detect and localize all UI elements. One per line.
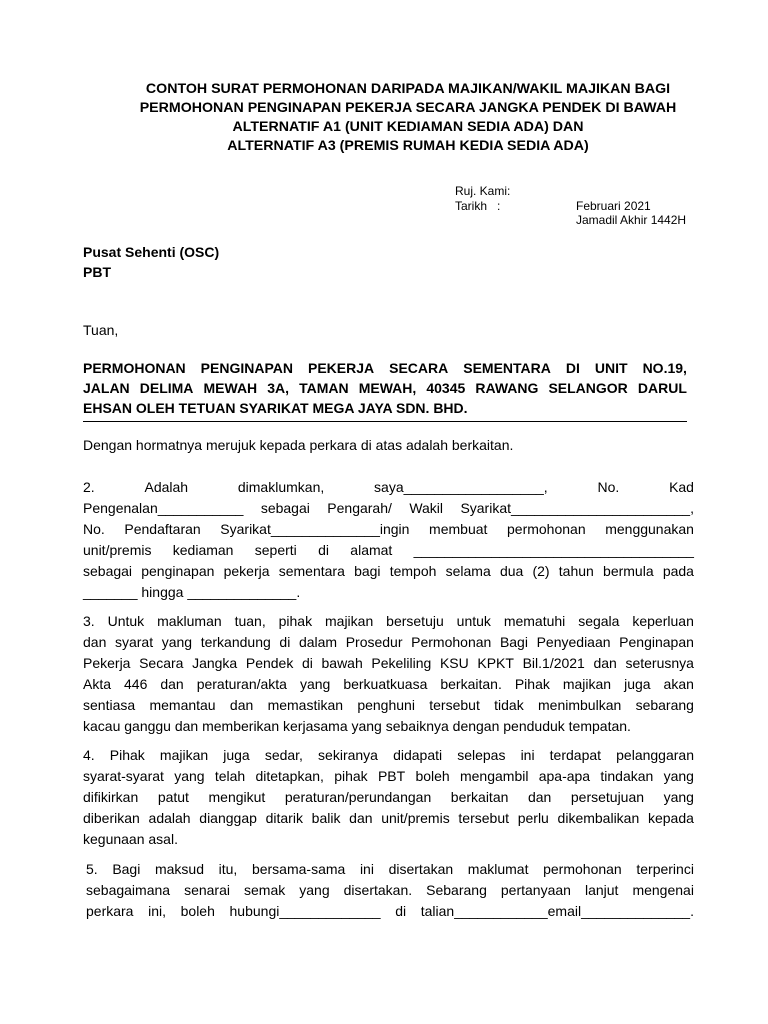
word: Sebarang xyxy=(426,882,487,898)
recipient-line-2: PBT xyxy=(83,264,111,280)
p2-line-6: _______ hingga ______________. xyxy=(83,584,301,600)
word: 446 xyxy=(124,676,148,692)
paragraph-4 xyxy=(83,746,694,849)
word: yang xyxy=(174,768,205,784)
word: terdapat xyxy=(549,747,602,763)
word: penginapan xyxy=(141,563,215,579)
word: permohonan xyxy=(543,861,622,877)
word: menimbulkan xyxy=(538,697,622,713)
word: pihak xyxy=(278,613,313,629)
word: akan xyxy=(663,676,694,692)
word: UNIT xyxy=(594,360,628,376)
word: Wakil xyxy=(409,500,444,516)
word: ini, xyxy=(148,903,166,919)
date-label: Tarikh : xyxy=(455,199,501,213)
word: tempoh xyxy=(389,563,437,579)
word: No. xyxy=(83,521,105,537)
word: dikembalikan xyxy=(557,810,640,826)
word: bersama-sama xyxy=(251,861,346,877)
word: Pihak xyxy=(109,747,145,763)
word: perlu xyxy=(517,810,549,826)
reference-label: Ruj. Kami: xyxy=(455,184,511,198)
word: sekiranya xyxy=(318,747,378,763)
title-line-2: PERMOHONAN PENGINAPAN PEKERJA SECARA JANGKA PENDEK DI BAWAH xyxy=(139,100,677,116)
word: dua xyxy=(499,563,524,579)
word: makluman xyxy=(157,613,222,629)
word: tuan, xyxy=(234,613,266,629)
date-gregorian: Februari 2021 xyxy=(576,199,651,213)
subject-line-2 xyxy=(83,378,687,398)
word: mematuhi xyxy=(503,613,566,629)
word: kepada xyxy=(647,810,694,826)
word: Bagi xyxy=(499,634,528,650)
word: Syarikat_______________________, xyxy=(460,500,694,516)
word: dianggap xyxy=(199,810,257,826)
word: unit/premis xyxy=(381,810,450,826)
word: itu, xyxy=(218,861,238,877)
word: Pengarah/ xyxy=(327,500,392,516)
word: disertakan. xyxy=(343,882,413,898)
word: dalam xyxy=(298,634,338,650)
word: juga xyxy=(624,676,651,692)
word: SEMENTARA xyxy=(463,360,551,376)
word: permohonan xyxy=(507,521,586,537)
word: sentiasa xyxy=(83,697,136,713)
word: selama xyxy=(445,563,491,579)
word: dan xyxy=(593,655,617,671)
word: sebagaimana xyxy=(86,882,171,898)
recipient-line-1: Pusat Sehenti (OSC) xyxy=(83,244,220,260)
word: Pekerja xyxy=(83,655,131,671)
word: tindakan xyxy=(600,768,654,784)
p4-line-3 xyxy=(83,788,694,807)
paragraph-3 xyxy=(83,612,694,736)
word: membuat xyxy=(429,521,488,537)
p3-line-3 xyxy=(83,654,694,673)
subject-heading xyxy=(83,358,687,418)
word: tersebut xyxy=(429,697,480,713)
word: MEWAH xyxy=(203,380,258,396)
word: SECARA xyxy=(389,360,449,376)
word: Permohonan xyxy=(411,634,492,650)
word: adalah xyxy=(148,810,191,826)
word: seterusnya xyxy=(625,655,694,671)
word: majikan xyxy=(562,676,612,692)
p3-line-5 xyxy=(83,696,694,715)
p3-line-6: kacau ganggu dan memberikan kerjasama yang sebaiknya dengan penduduk tempatan. xyxy=(83,718,631,734)
word: yang xyxy=(663,789,694,805)
subject-underline xyxy=(83,421,687,422)
word: 5. xyxy=(86,861,98,877)
word: berkuatkuasa xyxy=(343,676,428,692)
word: tahun xyxy=(558,563,594,579)
title-line-3: ALTERNATIF A1 (UNIT KEDIAMAN SEDIA ADA) DAN xyxy=(232,119,584,135)
word: persetujuan xyxy=(570,789,645,805)
word: senarai xyxy=(184,882,230,898)
word: patut xyxy=(157,789,189,805)
word: apa-apa xyxy=(538,768,591,784)
p4-line-4 xyxy=(83,809,694,828)
word: bawah xyxy=(321,655,363,671)
word: Adalah xyxy=(144,479,189,495)
word: berkaitan xyxy=(450,789,509,805)
p2-line-1 xyxy=(83,478,694,497)
word: RAWANG xyxy=(475,380,539,396)
word: DARUL xyxy=(637,380,687,396)
word: balik xyxy=(311,810,341,826)
word: 2. xyxy=(83,479,95,495)
word: pihak xyxy=(334,768,368,784)
word: alamat xyxy=(350,542,393,558)
word: peraturan/perundangan xyxy=(284,789,432,805)
word: yang xyxy=(663,768,694,784)
word: peraturan/akta xyxy=(196,676,287,692)
word: sebarang xyxy=(635,697,694,713)
word: Penyediaan xyxy=(536,634,611,650)
word: Penginapan xyxy=(619,634,694,650)
word: dan xyxy=(527,789,552,805)
salutation: Tuan, xyxy=(83,322,119,338)
word: MEWAH, xyxy=(358,380,417,396)
word: KPKT xyxy=(477,655,514,671)
word: menggunakan xyxy=(605,521,694,537)
word: disertakan xyxy=(388,861,454,877)
word: sebagai xyxy=(83,563,133,579)
word: bagi xyxy=(354,563,381,579)
p3-line-1 xyxy=(83,612,694,631)
word: di xyxy=(395,903,407,919)
word: boleh xyxy=(415,768,450,784)
word: sedar, xyxy=(264,747,303,763)
word: Pengenalan___________ xyxy=(83,500,244,516)
word: sementara xyxy=(278,563,345,579)
word: NO.19, xyxy=(642,360,687,376)
word: sebagai xyxy=(260,500,310,516)
p4-line-2 xyxy=(83,767,694,786)
word: selepas xyxy=(457,747,506,763)
word: Jangka xyxy=(192,655,238,671)
word: penghuni xyxy=(357,697,415,713)
word: (2) xyxy=(532,563,550,579)
word: dan xyxy=(349,810,373,826)
word: telah xyxy=(214,768,246,784)
word: Untuk xyxy=(107,613,145,629)
word: yang xyxy=(299,882,330,898)
word: untuk xyxy=(456,613,491,629)
word: mengenai xyxy=(632,882,694,898)
p2-line-3 xyxy=(83,520,694,539)
p2-line-4 xyxy=(83,541,694,560)
word: ini xyxy=(520,747,535,763)
word: saya__________________, xyxy=(374,479,548,495)
word: 3. xyxy=(83,613,95,629)
word: 3A, xyxy=(267,380,290,396)
word: syarat xyxy=(114,634,154,650)
word: 4. xyxy=(83,747,95,763)
word: tidak xyxy=(494,697,524,713)
opening-sentence: Dengan hormatnya merujuk kepada perkara di atas adalah berkaitan. xyxy=(83,437,514,453)
word: talian____________email______________. xyxy=(420,903,694,919)
word: yang xyxy=(299,676,331,692)
word: di xyxy=(279,634,291,650)
word: DI xyxy=(565,360,580,376)
word: boleh xyxy=(180,903,215,919)
word: syarat-syarat xyxy=(83,768,164,784)
word: maklumat xyxy=(467,861,529,877)
word: ditarik xyxy=(265,810,303,826)
paragraph-5 xyxy=(86,860,694,921)
word: dan xyxy=(229,697,254,713)
word: dan xyxy=(160,676,184,692)
word: Syarikat______________ingin xyxy=(220,521,410,537)
word: 40345 xyxy=(426,380,466,396)
word: perkara xyxy=(86,903,134,919)
letter-title xyxy=(100,80,716,156)
word: diberikan xyxy=(83,810,140,826)
word: PENGINAPAN xyxy=(200,360,293,376)
title-line-1: CONTOH SURAT PERMOHONAN DARIPADA MAJIKAN/WAKIL MAJIKAN BAGI xyxy=(145,81,671,97)
p5-line-1 xyxy=(86,860,694,879)
p3-line-2 xyxy=(83,633,694,652)
word: Bil.1/2021 xyxy=(522,655,585,671)
word: SELANGOR xyxy=(548,380,628,396)
word: TAMAN xyxy=(299,380,349,396)
p4-line-1 xyxy=(83,746,694,765)
word: Pendek xyxy=(245,655,294,671)
word: berkaitan. xyxy=(440,676,502,692)
word: ini xyxy=(359,861,374,877)
word: majikan xyxy=(325,613,374,629)
word: difikirkan xyxy=(83,789,139,805)
word: No. xyxy=(597,479,620,495)
word: keperluan xyxy=(632,613,694,629)
word: pelanggaran xyxy=(616,747,694,763)
word: hubungi_____________ xyxy=(229,903,381,919)
word: memastikan xyxy=(267,697,344,713)
word: lanjut xyxy=(584,882,619,898)
p5-line-2 xyxy=(86,881,694,900)
word: di xyxy=(301,655,313,671)
word: mengambil xyxy=(459,768,529,784)
word: Pekeliling xyxy=(371,655,432,671)
date-hijri: Jamadil Akhir 1442H xyxy=(576,213,687,227)
word: Pihak xyxy=(514,676,550,692)
word: JALAN xyxy=(83,380,130,396)
word: didapati xyxy=(393,747,443,763)
word: unit/premis xyxy=(83,542,152,558)
word: Bagi xyxy=(112,861,141,877)
word: terperinci xyxy=(636,861,694,877)
word: bersetuju xyxy=(386,613,444,629)
word: pertanyaan xyxy=(500,882,571,898)
p4-line-5: kegunaan asal. xyxy=(83,831,178,847)
word: juga xyxy=(223,747,250,763)
word: segala xyxy=(578,613,620,629)
paragraph-2 xyxy=(83,478,694,602)
word: Pendaftaran xyxy=(124,521,201,537)
word: majikan xyxy=(159,747,209,763)
word: di xyxy=(318,542,329,558)
word: tersebut xyxy=(458,810,509,826)
word: Secara xyxy=(139,655,184,671)
word: PBT xyxy=(377,768,406,784)
word: DELIMA xyxy=(139,380,194,396)
word: memantau xyxy=(149,697,216,713)
p3-line-4 xyxy=(83,675,694,694)
word: PEKERJA xyxy=(307,360,375,376)
word: Akta xyxy=(83,676,112,692)
word: mengikut xyxy=(208,789,266,805)
p2-line-5 xyxy=(83,562,694,581)
title-line-4: ALTERNATIF A3 (PREMIS RUMAH KEDIA SEDIA ADA) xyxy=(227,138,589,154)
word: Prosedur xyxy=(345,634,403,650)
word: pada xyxy=(662,563,694,579)
subject-line-3: EHSAN OLEH TETUAN SYARIKAT MEGA JAYA SDN. BHD. xyxy=(83,400,468,416)
word: terkandung xyxy=(200,634,271,650)
word: ____________________________________ xyxy=(413,542,694,558)
p5-line-3 xyxy=(86,902,694,921)
word: seperti xyxy=(254,542,297,558)
word: KSU xyxy=(439,655,469,671)
word: ditetapkan, xyxy=(255,768,324,784)
word: pekerja xyxy=(223,563,270,579)
word: kediaman xyxy=(172,542,234,558)
word: bermula xyxy=(603,563,654,579)
word: semak xyxy=(244,882,286,898)
subject-line-1 xyxy=(83,358,687,378)
word: dimaklumkan, xyxy=(237,479,325,495)
p2-line-2 xyxy=(83,499,694,518)
word: PERMOHONAN xyxy=(83,360,186,376)
word: dan xyxy=(83,634,107,650)
word: yang xyxy=(161,634,193,650)
word: maksud xyxy=(154,861,204,877)
word: Kad xyxy=(669,479,694,495)
